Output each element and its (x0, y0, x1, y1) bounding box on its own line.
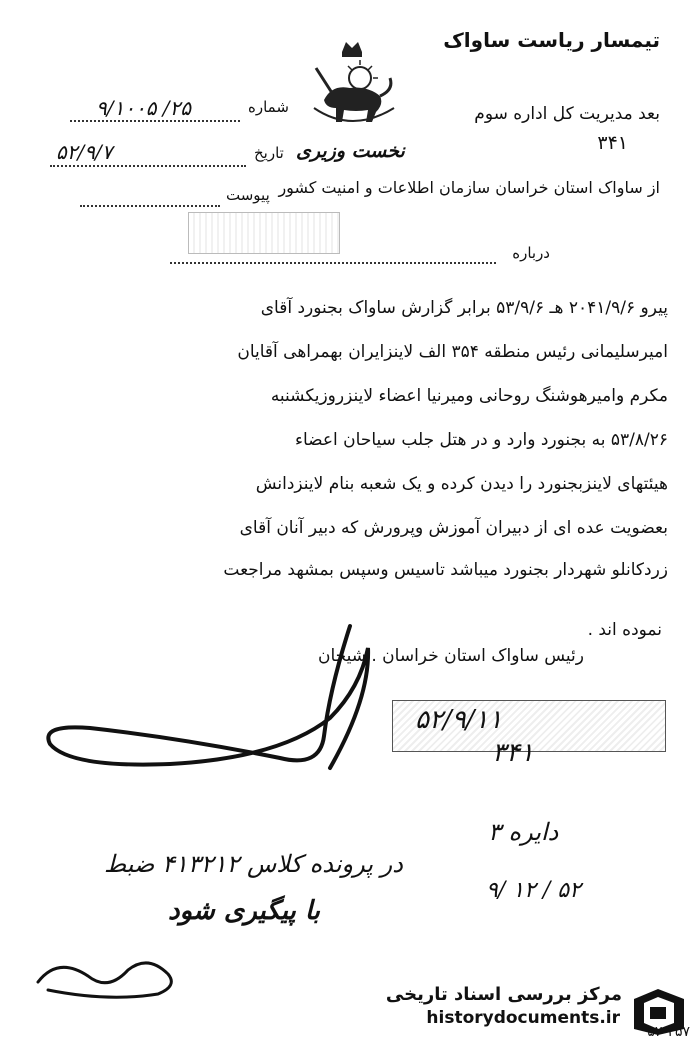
attachment-label: پیوست (226, 186, 270, 204)
note-date: ۹/ ۱۲ / ۵۲ (486, 878, 581, 903)
number-value: ۲۵/ ۹/۱۰۰۵ (96, 96, 192, 120)
subject-label: درباره (512, 244, 550, 262)
recipient-heading: تیمسار ریاست ساواک (443, 28, 660, 52)
page-code: ۵۲-۲۵۷ (647, 1024, 690, 1040)
ref-number: ۳۴۱ (597, 132, 628, 154)
note-followup: با پیگیری شود (168, 896, 321, 926)
date-dotted-line (50, 165, 246, 167)
body-line-2: امیرسلیمانی رئیس منطقه ۳۵۴ الف لاینزایران بهمراهی آقایان (237, 342, 668, 362)
archive-center-name: مرکز بررسی اسناد تاریخی (385, 984, 622, 1005)
dept-line: بعد مدیریت کل اداره سوم (474, 104, 660, 124)
body-line-4: ۵۳/۸/۲۶ به بجنورد وارد و در هتل جلب سیاحان اعضاء (295, 430, 668, 450)
body-line-5: هیئتهای لاینزبجنورد را دیدن کرده و یک شعبه بنام لاینزدانش (255, 474, 668, 494)
note-filing: در پرونده کلاس ۴۱۳۲۱۲ ضبط (104, 850, 403, 878)
number-label: شماره (248, 98, 289, 116)
body-line-6: بعضویت عده ای از دبیران آموزش وپرورش که دبیر آنان آقای (239, 518, 668, 538)
signature-line: رئیس ساواک استان خراسان . شیخان (317, 646, 584, 666)
date-label: تاریخ (254, 144, 284, 162)
body-line-1: پیرو ۲۰۴۱/۹/۶ هـ ۵۳/۹/۶ برابر گزارش ساواک بجنورد آقای (260, 298, 668, 318)
date-value: ۵۲/۹/۷ (56, 140, 113, 164)
number-dotted-line (70, 120, 240, 122)
faint-stamp (188, 212, 340, 254)
archive-website: historydocuments.ir (426, 1008, 620, 1028)
attachment-dotted-line (80, 205, 220, 207)
stamp-date: ۵۲/۹/۱۱ (415, 705, 503, 735)
initials-scrawl (28, 946, 198, 1006)
from-line: از ساواک استان خراسان سازمان اطلاعات و امنیت کشور (278, 178, 660, 197)
handwritten-signature (30, 618, 390, 778)
lion-and-sun-emblem-icon (302, 38, 402, 130)
emblem-caption: نخست وزیری (296, 140, 405, 162)
note-division: دایره ۳ (488, 818, 559, 846)
stamp-number: ۳۴۱ (492, 738, 534, 768)
subject-dotted-line (170, 262, 496, 264)
body-line-8: نموده اند . (587, 620, 662, 640)
body-line-7: زردکانلو شهردار بجنورد میباشد تاسیس وسپس بمشهد مراجعت (223, 560, 668, 580)
body-line-3: مکرم وامیرهوشنگ روحانی ومیرنیا اعضاء لاینزروزیکشنبه (270, 386, 668, 406)
